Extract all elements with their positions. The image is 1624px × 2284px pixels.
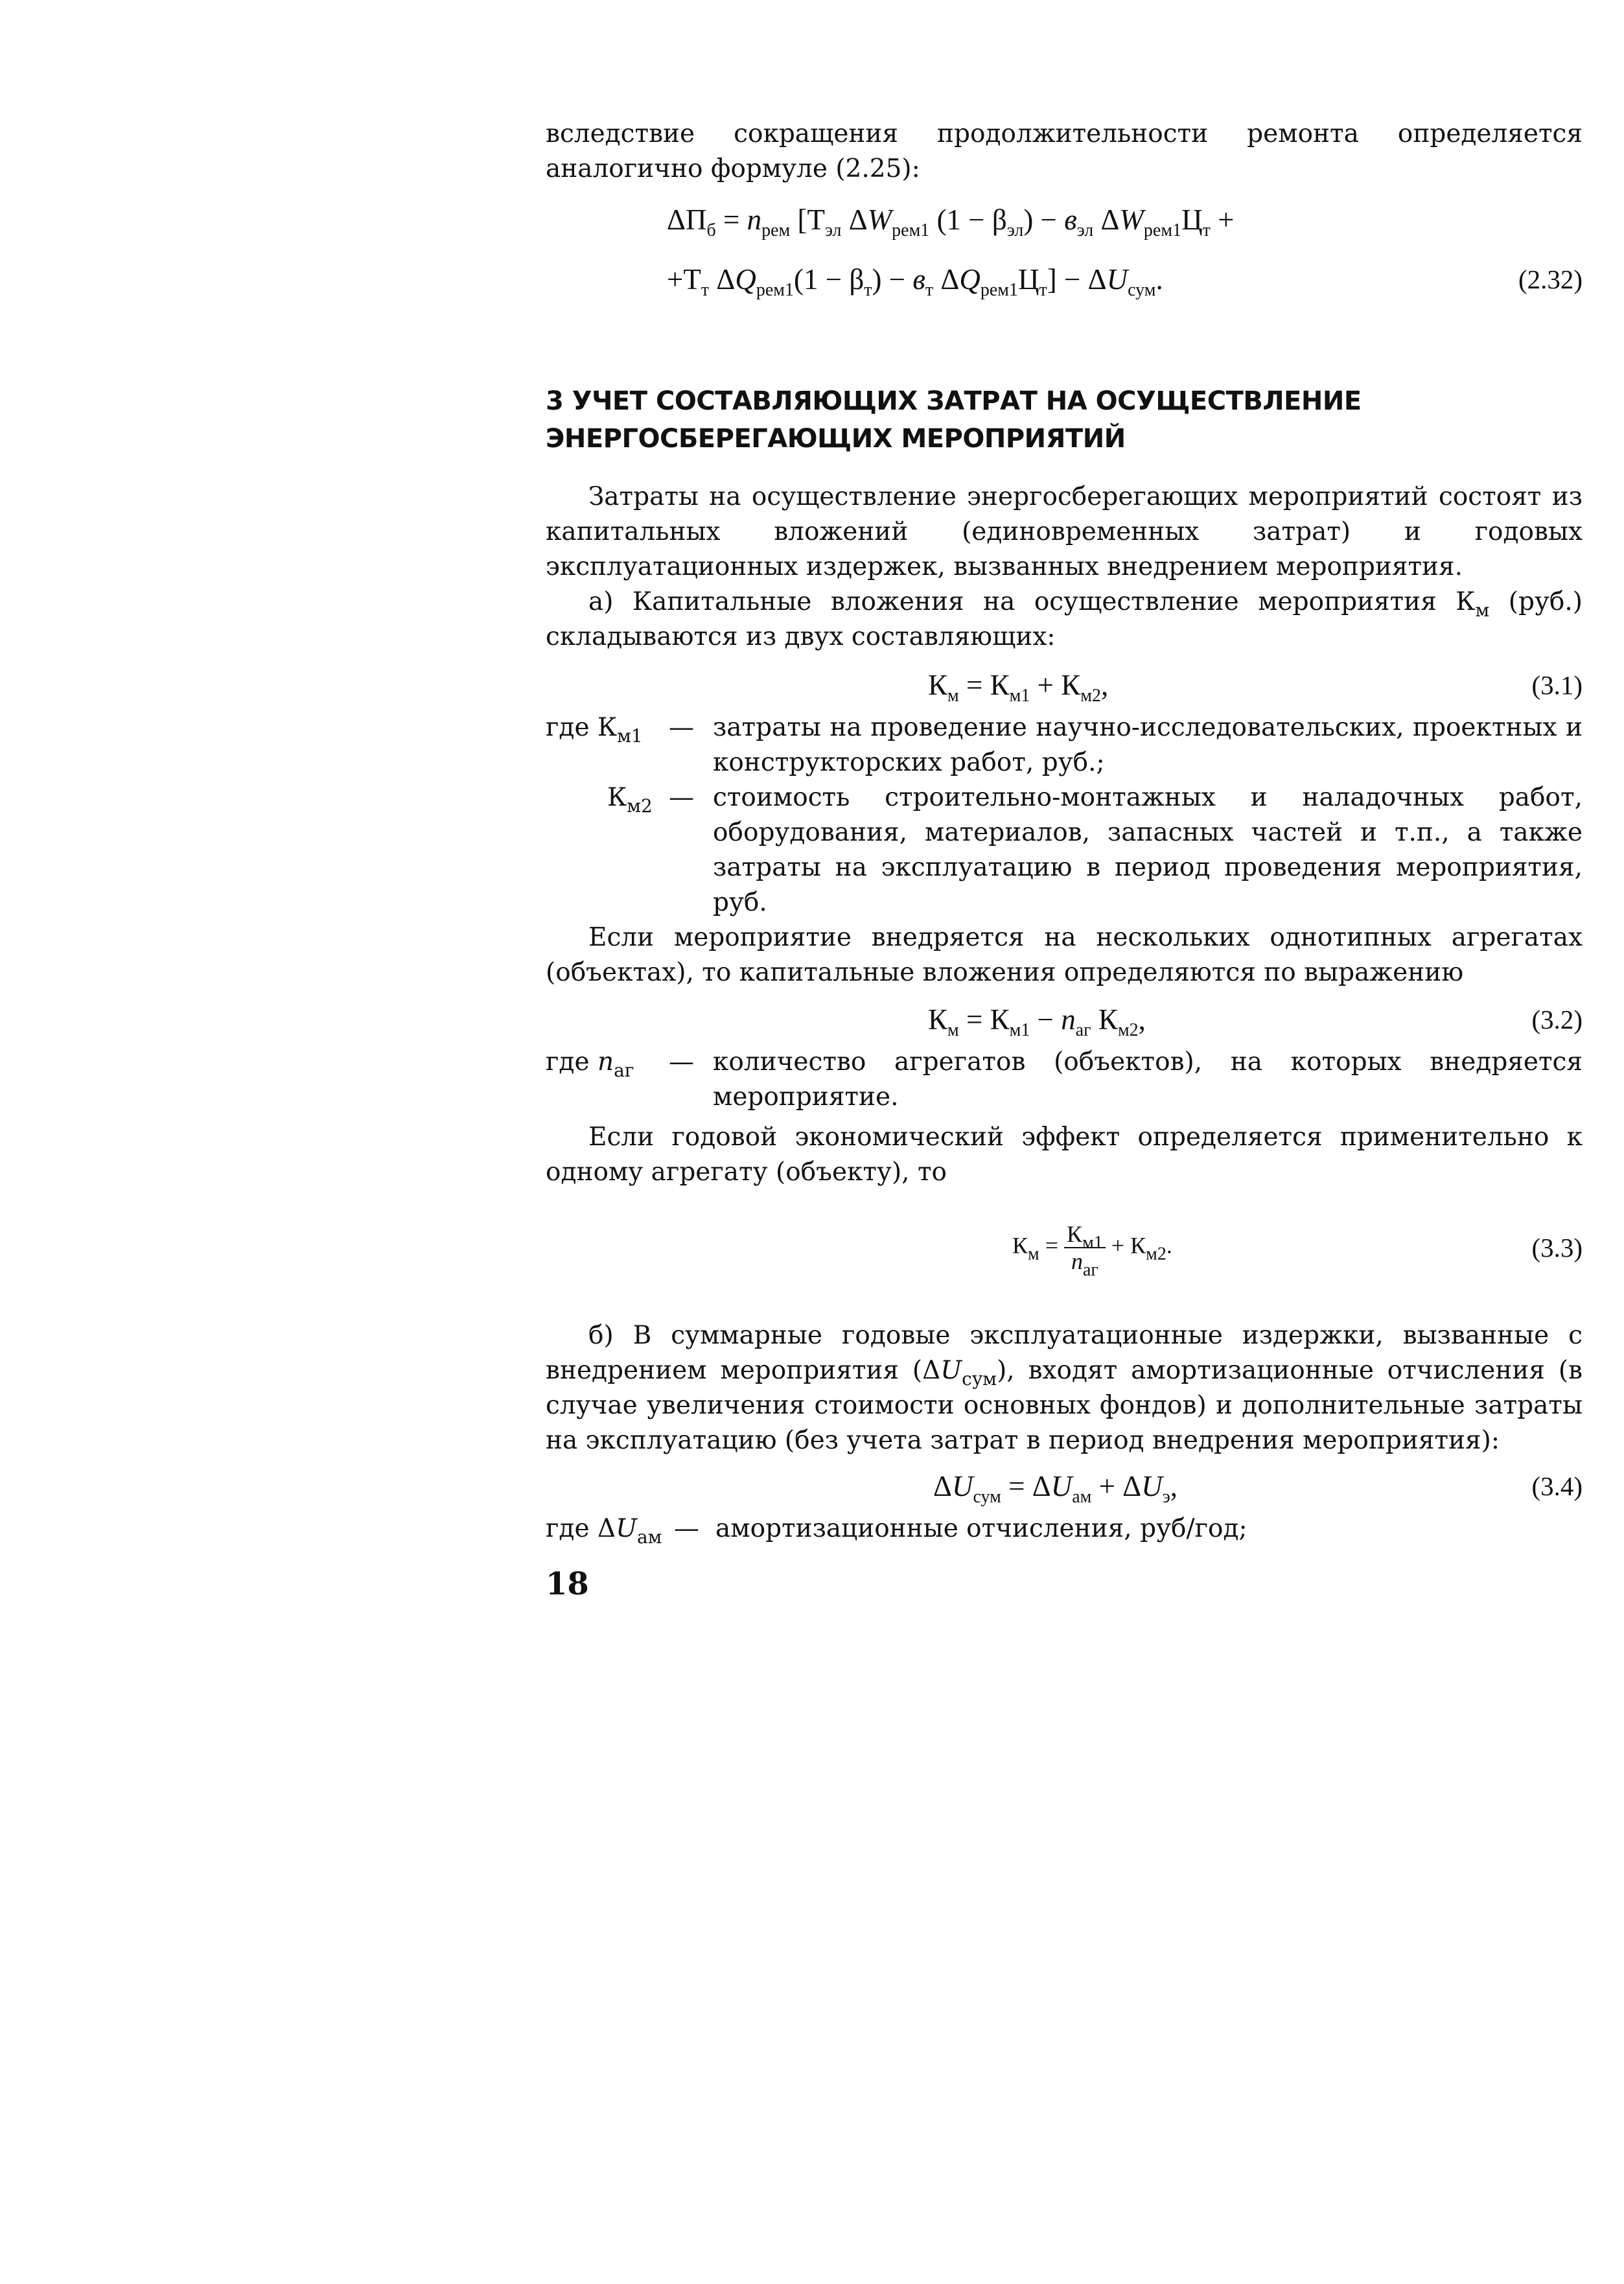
page-number: 18: [546, 1566, 589, 1602]
equation-3-2: [546, 994, 1583, 1045]
definition-uam: где $\Delta U_{ам}$ — амортизационные отчисления, руб/год;: [546, 1511, 1583, 1546]
equation-3-2-number: (3.2): [1531, 1005, 1583, 1034]
paragraph-5: б) В суммарные годовые эксплуатационные издержки, вызванные с внедрением мероприятия $(\Delta U_{сум})$, входят амортизационные отчисления (в случае увеличения стоимости основных фондов) и дополнительные затраты на эксплуатацию (без учета затрат в период внедрения мероприятия):: [546, 1321, 1583, 1455]
definition-km1-text: затраты на проведение научно-исследовательских, проектных и конструкторских работ, руб.;: [713, 713, 1583, 777]
definition-nag-label: где $n_{аг}$: [546, 1047, 634, 1081]
definition-km2-text: стоимость строительно-монтажных и наладочных работ, оборудования, материалов, запасных частей и т.п., а также затраты на эксплуатацию в период проведения мероприятия, руб.: [713, 783, 1583, 917]
definition-km2-label: $К_{м2}$: [607, 783, 653, 817]
definition-km2: $К_{м2}$ — стоимость строительно-монтажных и наладочных работ, оборудования, материалов, запасных частей и т.п., а также затраты на эксплуатацию в период проведения мероприятия, руб.: [546, 780, 1583, 920]
equation-3-4-formula: $\Delta U_{сум} = \Delta U_{ам} + \Delta U_э$,: [933, 1470, 1177, 1507]
definition-nag: где $n_{аг}$ — количество агрегатов (объектов), на которых внедряется мероприятие.: [546, 1045, 1583, 1115]
equation-3-3-number: (3.3): [1531, 1233, 1583, 1263]
definition-km1-label: где $К_{м1}$: [546, 713, 643, 747]
equation-3-3-fraction: [1064, 1221, 1106, 1280]
intro-paragraph: вследствие сокращения продолжительности ремонта определяется аналогично формуле (2.25):: [546, 119, 1583, 183]
definition-km1: где $К_{м1}$ — затраты на проведение научно-исследовательских, проектных и конструкторских работ, руб.;: [546, 710, 1583, 780]
equation-2-32-line2: [546, 254, 1583, 305]
equation-3-1: [546, 660, 1583, 710]
equation-2-32-formula-line1: $\Delta П_б = n_{рем}$ [$Т_{эл}$ $\Delta W_{рем1}$ $(1 - \beta_{эл}) - в_{эл}$ $\Delta W_{рем1}Ц_т$ +: [667, 204, 1235, 240]
paragraph-4: Если годовой экономический эффект определяется применительно к одному агрегату (объекту), то: [546, 1123, 1583, 1187]
equation-2-32-number: (2.32): [1518, 264, 1583, 294]
page-content: [546, 117, 1583, 1602]
equation-3-3-numerator: $К_{м1}$: [1064, 1221, 1106, 1248]
equation-3-3-denominator: $n_{аг}$: [1071, 1248, 1098, 1280]
equation-2-32-formula-line2: $+Т_т$ $\Delta Q_{рем1}(1 - \beta_т) - в_т$ $\Delta Q_{рем1}Ц_т] - \Delta U_{сум}$.: [667, 263, 1163, 300]
section-heading-line2: ЭНЕРГОСБЕРЕГАЮЩИХ МЕРОПРИЯТИЙ: [546, 424, 1126, 454]
equation-3-1-number: (3.1): [1531, 670, 1583, 700]
definition-uam-text: амортизационные отчисления, руб/год;: [715, 1514, 1247, 1543]
equation-3-3-formula: $К_м$ = $\frac{К_{м1}}{n_{аг}}$ + $К_{м2}$.: [1012, 1221, 1172, 1280]
paragraph-2: а) Капитальные вложения на осуществление мероприятия $К_м$ (руб.) складываются из двух составляющих:: [546, 587, 1583, 651]
equation-3-2-formula: $К_м = К_{м1} - n_{аг}$ $К_{м2}$,: [928, 1003, 1146, 1040]
equation-3-4: [546, 1461, 1583, 1511]
definition-uam-label: где $\Delta U_{ам}$: [546, 1514, 662, 1548]
equation-3-1-formula: $К_м = К_{м1} + К_{м2}$,: [928, 669, 1109, 706]
definition-nag-text: количество агрегатов (объектов), на которых внедряется мероприятие.: [713, 1047, 1583, 1112]
equation-3-3: [546, 1206, 1583, 1290]
section-heading-line1: 3 УЧЕТ СОСТАВЛЯЮЩИХ ЗАТРАТ НА ОСУЩЕСТВЛЕНИЕ: [546, 386, 1362, 416]
paragraph-3: Если мероприятие внедряется на нескольких однотипных агрегатах (объектах), то капитальные вложения определяются по выражению: [546, 923, 1583, 987]
equation-2-32-line1: [546, 194, 1583, 245]
equation-3-4-number: (3.4): [1531, 1471, 1583, 1501]
paragraph-1: Затраты на осуществление энергосберегающих мероприятий состоят из капитальных вложений (единовременных затрат) и годовых эксплуатационных издержек, вызванных внедрением мероприятия.: [546, 482, 1583, 581]
